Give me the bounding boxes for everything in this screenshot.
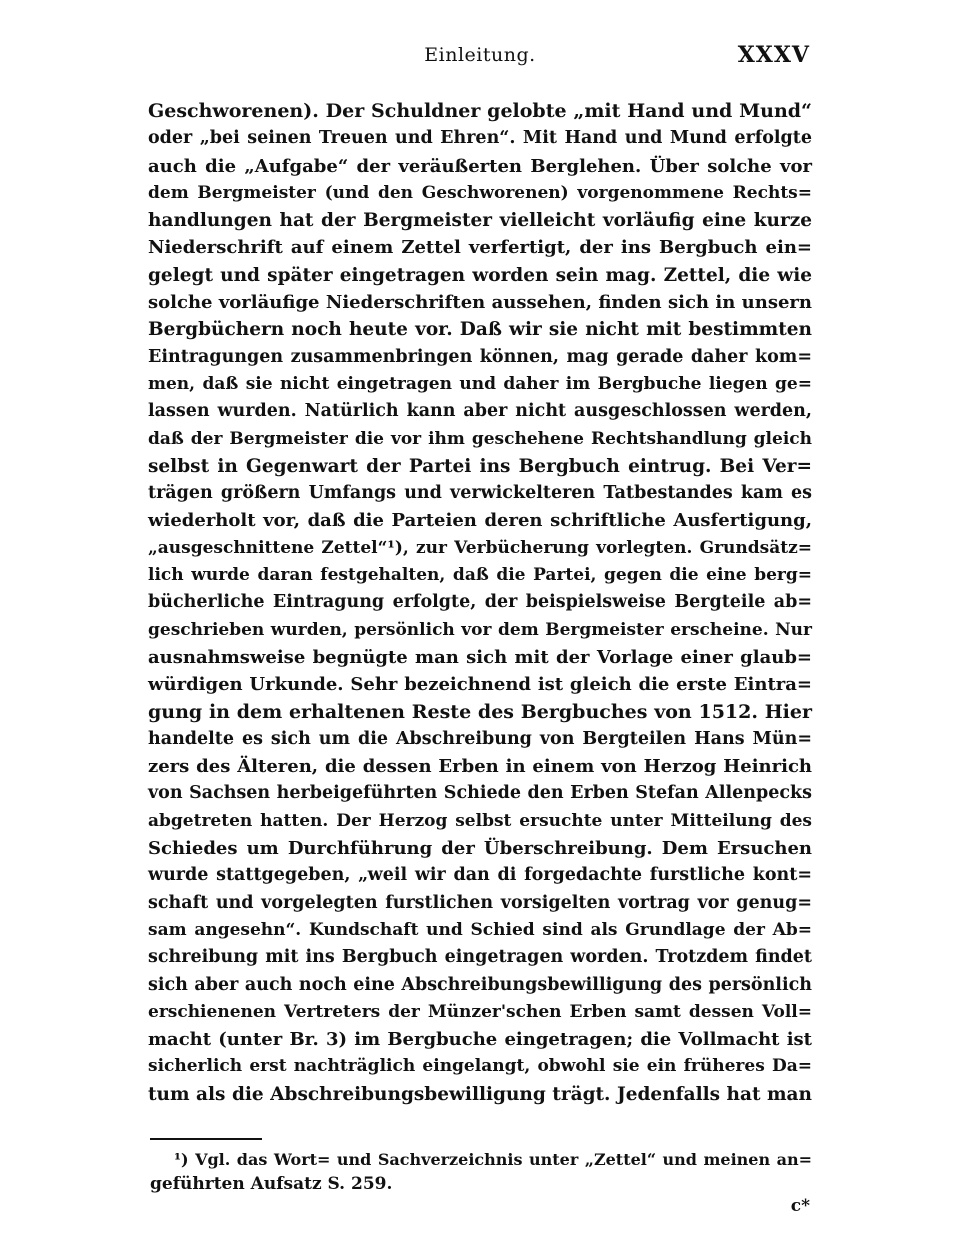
text-line: oder „bei seinen Treuen und Ehren“. Mit Hand und Mund erfolgte — [148, 128, 812, 149]
page-number: XXXV — [737, 42, 810, 68]
text-line: macht (unter Br. 3) im Bergbuche eingetragen; die Vollmacht ist — [148, 1029, 812, 1051]
text-line: handelte es sich um die Abschreibung von Bergteilen Hans Mün= — [148, 728, 812, 749]
text-line: wurde stattgegeben, „weil wir dan di forgedachte furstliche kont= — [148, 865, 812, 886]
text-line: bücherliche Eintragung erfolgte, der beispielsweise Bergteile ab= — [148, 592, 812, 613]
text-line: erschienenen Vertreters der Münzer'schen Erben samt dessen Voll= — [148, 1001, 812, 1022]
text-line: gelegt und später eingetragen worden sein mag. Zettel, die wie — [148, 264, 812, 286]
text-line: sam angesehn“. Kundschaft und Schied sind als Grundlage der Ab= — [148, 919, 812, 940]
text-line: Bergbüchern noch heute vor. Daß wir sie nicht mit bestimmten — [148, 319, 812, 341]
text-line: von Sachsen herbeigeführten Schiede den Erben Stefan Allenpecks — [148, 783, 812, 804]
text-line: würdigen Urkunde. Sehr bezeichnend ist gleich die erste Eintra= — [148, 674, 812, 696]
footnote-line: ¹) Vgl. das Wort= und Sachverzeichnis unter „Zettel“ und meinen an= — [174, 1150, 812, 1169]
text-line: Geschworenen). Der Schuldner gelobte „mit Hand und Mund“ — [148, 100, 812, 122]
text-line: auch die „Aufgabe“ der veräußerten Berglehen. Über solche vor — [148, 155, 812, 177]
running-title: Einleitung. — [424, 44, 536, 66]
text-line: Niederschrift auf einem Zettel verfertigt, der ins Bergbuch ein= — [148, 237, 812, 259]
text-line: trägen größern Umfangs und verwickelteren Tatbestandes kam es — [148, 483, 812, 504]
text-line: handlungen hat der Bergmeister vielleicht vorläufig eine kurze — [148, 210, 812, 232]
text-line: geschrieben wurden, persönlich vor dem Bergmeister erscheine. Nur — [148, 619, 812, 640]
text-line: schaft und vorgelegten furstlichen vorsigelten vortrag vor genug= — [148, 892, 812, 913]
text-line: sicherlich erst nachträglich eingelangt, obwohl sie ein früheres Da= — [148, 1056, 812, 1077]
text-line: selbst in Gegenwart der Partei ins Bergbuch eintrug. Bei Ver= — [148, 455, 812, 477]
text-line: schreibung mit ins Bergbuch eingetragen worden. Trotzdem findet — [148, 947, 812, 968]
text-line: tum als die Abschreibungsbewilligung trägt. Jedenfalls hat man — [148, 1083, 812, 1105]
text-line: Eintragungen zusammenbringen können, mag gerade daher kom= — [148, 346, 812, 367]
text-line: lich wurde daran festgehalten, daß die Partei, gegen die eine berg= — [148, 565, 812, 586]
text-line: gung in dem erhaltenen Reste des Bergbuches von 1512. Hier — [148, 700, 812, 723]
text-line: ausnahmsweise begnügte man sich mit der Vorlage einer glaub= — [148, 646, 812, 668]
signature-mark: c* — [790, 1196, 810, 1216]
text-line: sich aber auch noch eine Abschreibungsbewilligung des persönlich — [148, 974, 812, 995]
text-line: dem Bergmeister (und den Geschworenen) vorgenommene Rechts= — [148, 182, 812, 203]
footnote — [150, 1148, 812, 1196]
text-line: „ausgeschnittene Zettel“¹), zur Verbücherung vorlegten. Grundsätz= — [148, 537, 812, 558]
body-text — [148, 98, 812, 1108]
text-line: abgetreten hatten. Der Herzog selbst ersuchte unter Mitteilung des — [148, 810, 812, 831]
text-line: Schiedes um Durchführung der Überschreibung. Dem Ersuchen — [148, 838, 812, 860]
text-line: solche vorläufige Niederschriften aussehen, finden sich in unsern — [148, 292, 812, 314]
footnote-line: geführten Aufsatz S. 259. — [150, 1174, 393, 1194]
running-header — [150, 44, 810, 74]
text-line: men, daß sie nicht eingetragen und daher im Bergbuche liegen ge= — [148, 373, 812, 394]
text-line: wiederholt vor, daß die Parteien deren schriftliche Ausfertigung, — [148, 510, 812, 532]
footnote-rule — [150, 1138, 262, 1140]
text-line: zers des Älteren, die dessen Erben in einem von Herzog Heinrich — [148, 756, 812, 778]
text-line: lassen wurden. Natürlich kann aber nicht ausgeschlossen werden, — [148, 401, 812, 422]
text-line: daß der Bergmeister die vor ihm geschehene Rechtshandlung gleich — [148, 428, 812, 449]
